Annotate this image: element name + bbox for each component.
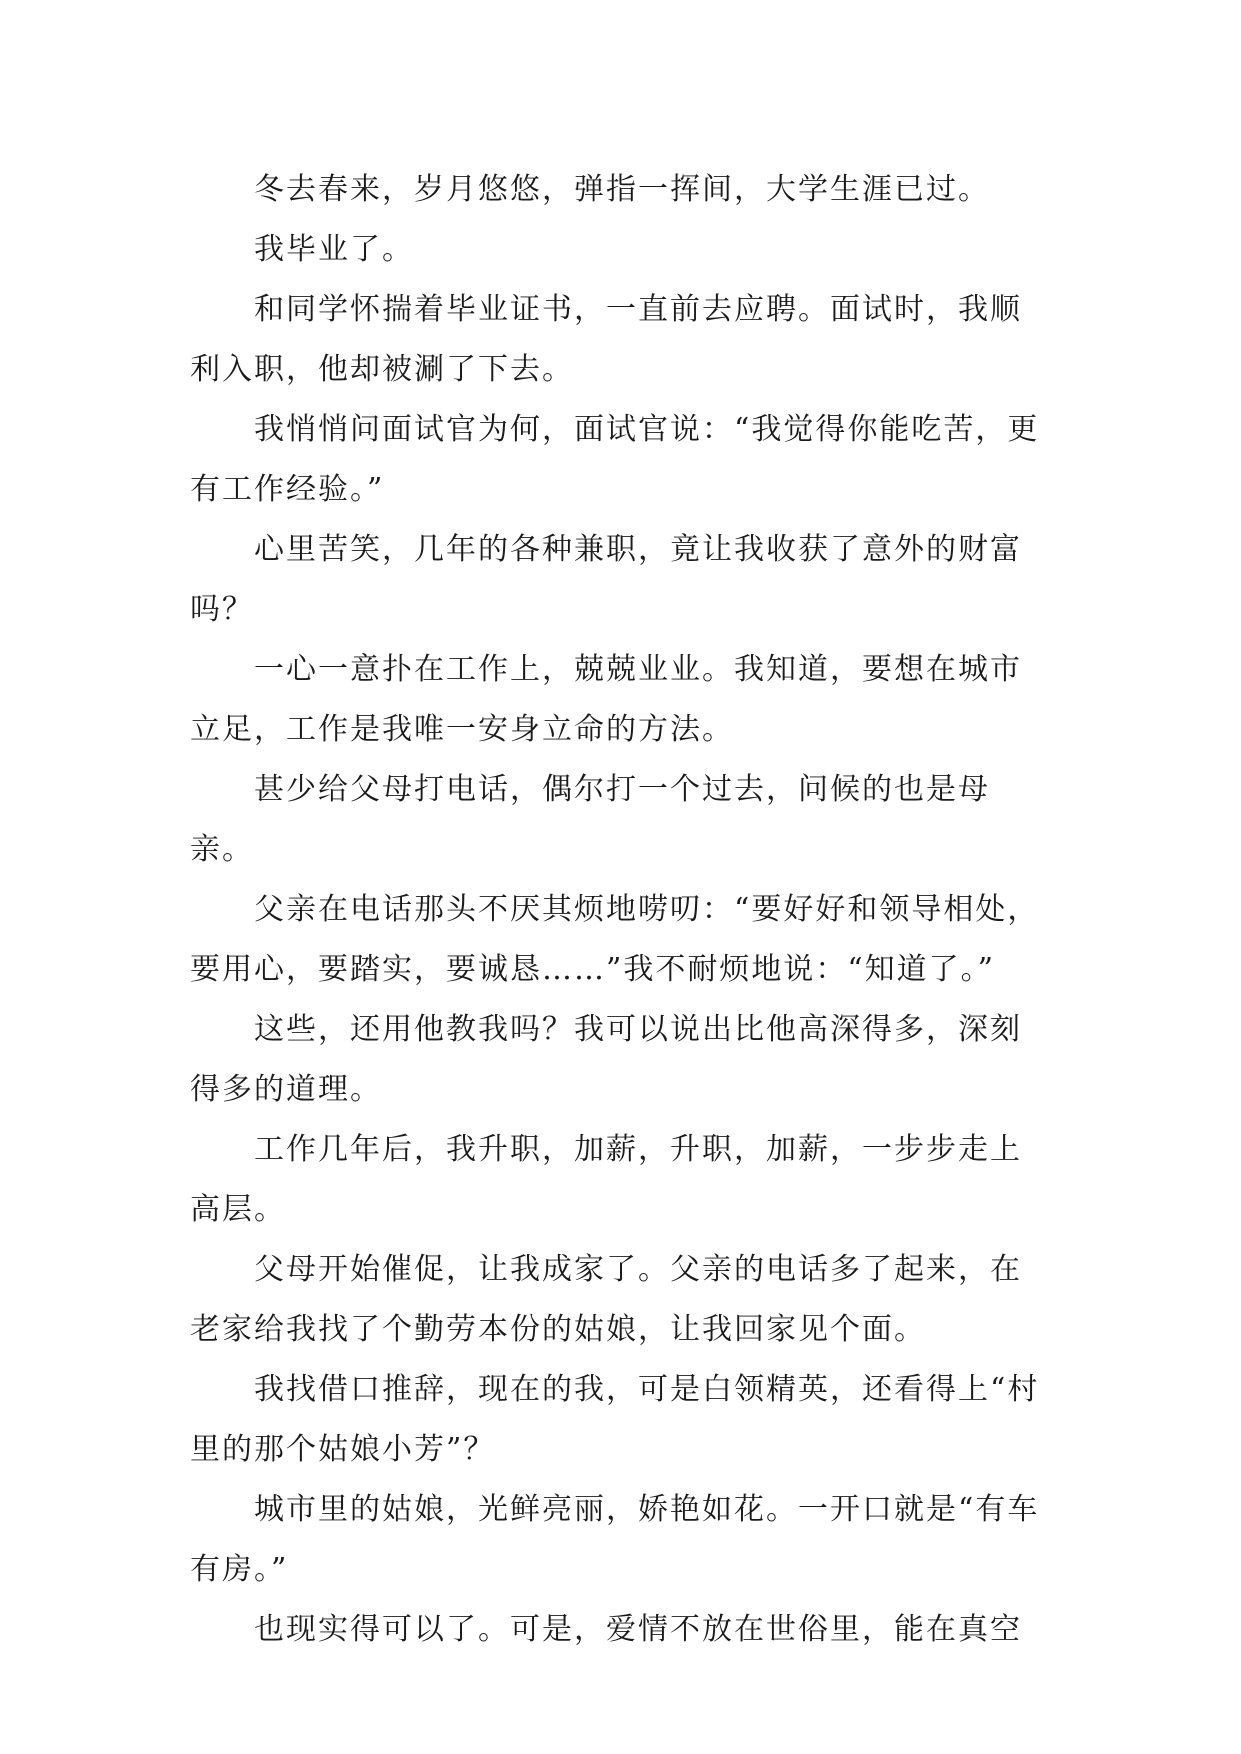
paragraph: 这些，还用他教我吗？我可以说出比他高深得多，深刻得多的道理。 xyxy=(190,1012,1022,1107)
paragraph: 工作几年后，我升职，加薪，升职，加薪，一步步走上高层。 xyxy=(190,1132,1022,1227)
paragraph: 也现实得可以了。可是，爱情不放在世俗里，能在真空 xyxy=(254,1612,1022,1647)
document-body xyxy=(190,160,1050,1660)
paragraph: 父母开始催促，让我成家了。父亲的电话多了起来，在老家给我找了个勤劳本份的姑娘，让我回家见个面。 xyxy=(190,1252,1022,1347)
paragraph: 冬去春来，岁月悠悠，弹指一挥间，大学生涯已过。 xyxy=(254,172,990,207)
paragraph: 城市里的姑娘，光鲜亮丽，娇艳如花。一开口就是“有车有房。” xyxy=(190,1492,1040,1587)
paragraph: 和同学怀揣着毕业证书，一直前去应聘。面试时，我顺利入职，他却被涮了下去。 xyxy=(190,292,1022,387)
paragraph: 甚少给父母打电话，偶尔打一个过去，问候的也是母亲。 xyxy=(190,772,990,867)
paragraph: 我悄悄问面试官为何，面试官说：“我觉得你能吃苦，更有工作经验。” xyxy=(190,412,1040,507)
paragraph: 我找借口推辞，现在的我，可是白领精英，还看得上“村里的那个姑娘小芳”？ xyxy=(190,1372,1040,1467)
paragraph: 心里苦笑，几年的各种兼职，竟让我收获了意外的财富吗？ xyxy=(190,532,1022,627)
paragraph: 父亲在电话那头不厌其烦地唠叨：“要好好和领导相处，要用心，要踏实，要诚恳……”我不耐烦地说：“知道了。” xyxy=(190,892,1040,987)
paragraph: 一心一意扑在工作上，兢兢业业。我知道，要想在城市立足，工作是我唯一安身立命的方法。 xyxy=(190,652,1022,747)
paragraph: 我毕业了。 xyxy=(254,232,414,267)
